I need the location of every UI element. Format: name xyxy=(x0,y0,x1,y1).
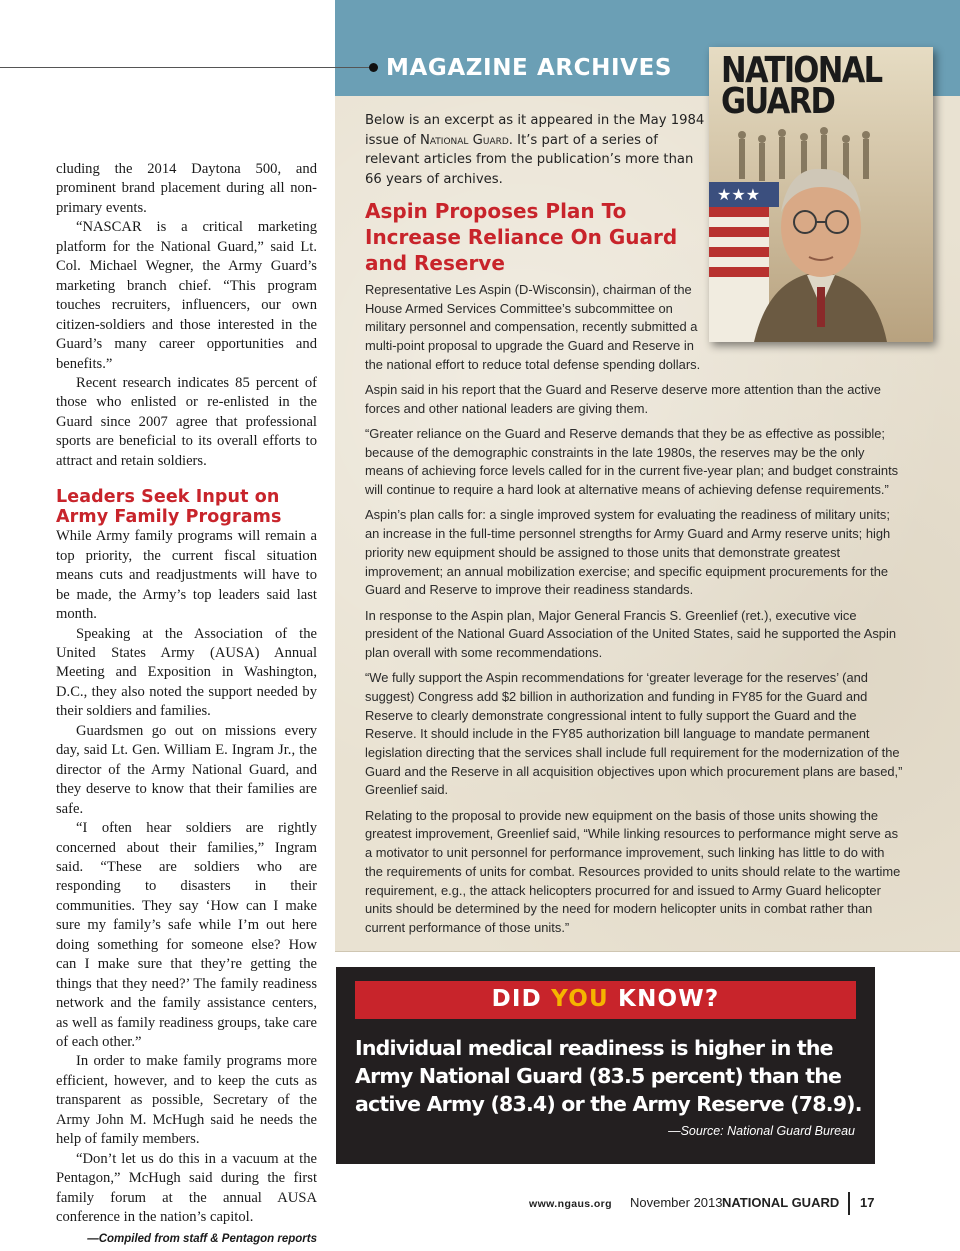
title-part: KNOW? xyxy=(608,986,720,1012)
archive-paragraph: Representative Les Aspin (D-Wisconsin), chairman of the House Armed Services Committee’s subcommittee on military personnel and compensation, recently submitted a multi-point proposal to upgrade the Guard and Reserve in the national effort to reduce total defense spending dollars. xyxy=(365,282,701,372)
rule-bullet-icon xyxy=(369,63,378,72)
archive-intro xyxy=(365,111,705,189)
cover-masthead: NATIONAL GUARD xyxy=(721,50,882,122)
archive-article-body xyxy=(365,381,905,944)
compiled-credit: —Compiled from staff & Pentagon reports xyxy=(87,1232,317,1245)
archive-paragraph: Relating to the proposal to provide new equipment on the basis of those units showing the greatest improvement, Greenlief said, “While linking resources to performance might serve as a motivator to unit personnel for performance improvement, such linking has little to do with the requirements of units for combat. Resources provided to units should relate to the wartime requirement, e.g., the attack helicopters procurred for and issued to Army Guard helicopter units should be determined by the need for modern helicopter units in combat rather than current performance of those units.” xyxy=(365,807,901,935)
did-you-know-title xyxy=(355,986,856,1012)
top-rule-divider xyxy=(0,67,373,68)
archive-headline: Aspin Proposes Plan To Increase Reliance On Guard and Reserve xyxy=(365,199,678,275)
body-paragraph: “I often hear soldiers are rightly concerned about their families,” Ingram said. “These are soldiers who are responding to disasters in their communities. They say ‘How can I make sure my family’s safe while I’m out here doing something for someone else? How can I make sure that they’re getting the things that they need?’ The family readiness network and the family assistance centers, as well as family readiness groups, take care of each other.” xyxy=(56,820,317,1051)
title-highlight: YOU xyxy=(551,986,609,1012)
did-you-know-source: —Source: National Guard Bureau xyxy=(668,1124,855,1138)
archive-title: MAGAZINE ARCHIVES xyxy=(386,55,673,81)
intro-text: Below is an excerpt as it appeared in the May 1984 issue of xyxy=(365,113,705,148)
did-you-know-text: Individual medical readiness is higher in the Army National Guard (83.5 percent) than the active Army (83.4) or the Army Reserve (78.9). xyxy=(355,1036,862,1116)
archive-paragraph: Aspin’s plan calls for: a single improved system for evaluating the readiness of military units; an increase in the full-time personnel strengths for Army Guard and Army reserve units; high priority new equipment should be assigned to those units that demonstrate greatest improvement; an annual mobilization exercise; and specific equipment procurements for the Guard and Reserve to improve their readiness standards. xyxy=(365,507,891,598)
left-column xyxy=(56,160,317,1249)
page-footer xyxy=(470,1195,875,1215)
archive-paragraph: “We fully support the Aspin recommendations for ‘greater leverage for the reserves’ (and suggest) Congress add $2 billion in authorization and funding in FY85 for the Guard and Reserve to clearly demonstrate congressional intent to fully support the Guard and the Reserve. It should include in the FY85 authorization bill language to mandate permanent legislation directing that the services shall include full requirement for the modernization of the Guard and the Reserve in all acquisition objectives upon which procurement plans are based,” Greenlief said. xyxy=(365,670,903,798)
footer-url: www.ngaus.org xyxy=(529,1198,612,1210)
body-paragraph: Recent research indicates 85 percent of those who enlisted or re-enlisted in the Guard since 2007 agree that professional sports are beneficial to its overall efforts to attract and retain soldiers. xyxy=(56,374,317,469)
archive-paragraph: In response to the Aspin plan, Major General Francis S. Greenlief (ret.), executive vice president of the National Guard Association of the United States, said he supported the Aspin plan overall with some recommendations. xyxy=(365,607,897,660)
footer-divider xyxy=(848,1192,850,1215)
section-heading: Leaders Seek Input on Army Family Programs xyxy=(56,487,282,528)
body-paragraph: “Don’t let us do this in a vacuum at the Pentagon,” McHugh said during the first family forum at the annual AUSA conference in the nation’s capitol. xyxy=(56,1150,317,1226)
body-paragraph: cluding the 2014 Daytona 500, and prominent brand placement during all non-primary events. xyxy=(56,161,317,216)
archive-paragraph: Aspin said in his report that the Guard and Reserve deserve more attention than the active forces and other national leaders are giving them. xyxy=(365,382,881,416)
footer-date: November 2013 xyxy=(630,1195,723,1210)
body-paragraph: While Army family programs will remain a top priority, the current fiscal situation means cuts and readjustments will have to be made, the Army’s top leaders said last month. xyxy=(56,528,317,623)
body-paragraph: “NASCAR is a critical marketing platform for the National Guard,” said Lt. Col. Michael Wegner, the Army Guard’s marketing branch chief. “This program touches recruiters, influencers, our own citizen-soldiers and those interested in the Guard’s many career opportunities and benefits.” xyxy=(56,219,317,372)
archive-paragraph: “Greater reliance on the Guard and Reserve demands that they be as effective as possible; because of the demographic constraints in the late 1980s, the reserves may be the only means of achieving force levels called for in the current five-year plan; and budget constraints will continue to require a hard look at alternative means of achieving defense requirements.” xyxy=(365,426,899,498)
intro-text: . It’s part of a series of relevant articles from the publication’s more than 66 years of archives. xyxy=(365,132,694,187)
title-part: DID xyxy=(491,986,552,1012)
magazine-cover-image xyxy=(709,47,933,342)
body-paragraph: In order to make family programs more efficient, however, and to keep the cuts as transparent as possible, Secretary of the Army John M. McHugh said he needs the help of family members. xyxy=(56,1053,317,1148)
page-number: 17 xyxy=(860,1195,875,1210)
body-paragraph: Speaking at the Association of the United States Army (AUSA) Annual Meeting and Exposition in Washington, D.C., they also noted the support needed by their soldiers and families. xyxy=(56,625,317,720)
footer-magazine: NATIONAL GUARD xyxy=(722,1195,840,1210)
body-paragraph: Guardsmen go out on missions every day, said Lt. Gen. William E. Ingram Jr., the director of the Army National Guard, and they deserve to know that their families are safe. xyxy=(56,722,317,817)
intro-magazine-name: National Guard xyxy=(419,132,509,148)
svg-text:★★★: ★★★ xyxy=(717,185,761,204)
